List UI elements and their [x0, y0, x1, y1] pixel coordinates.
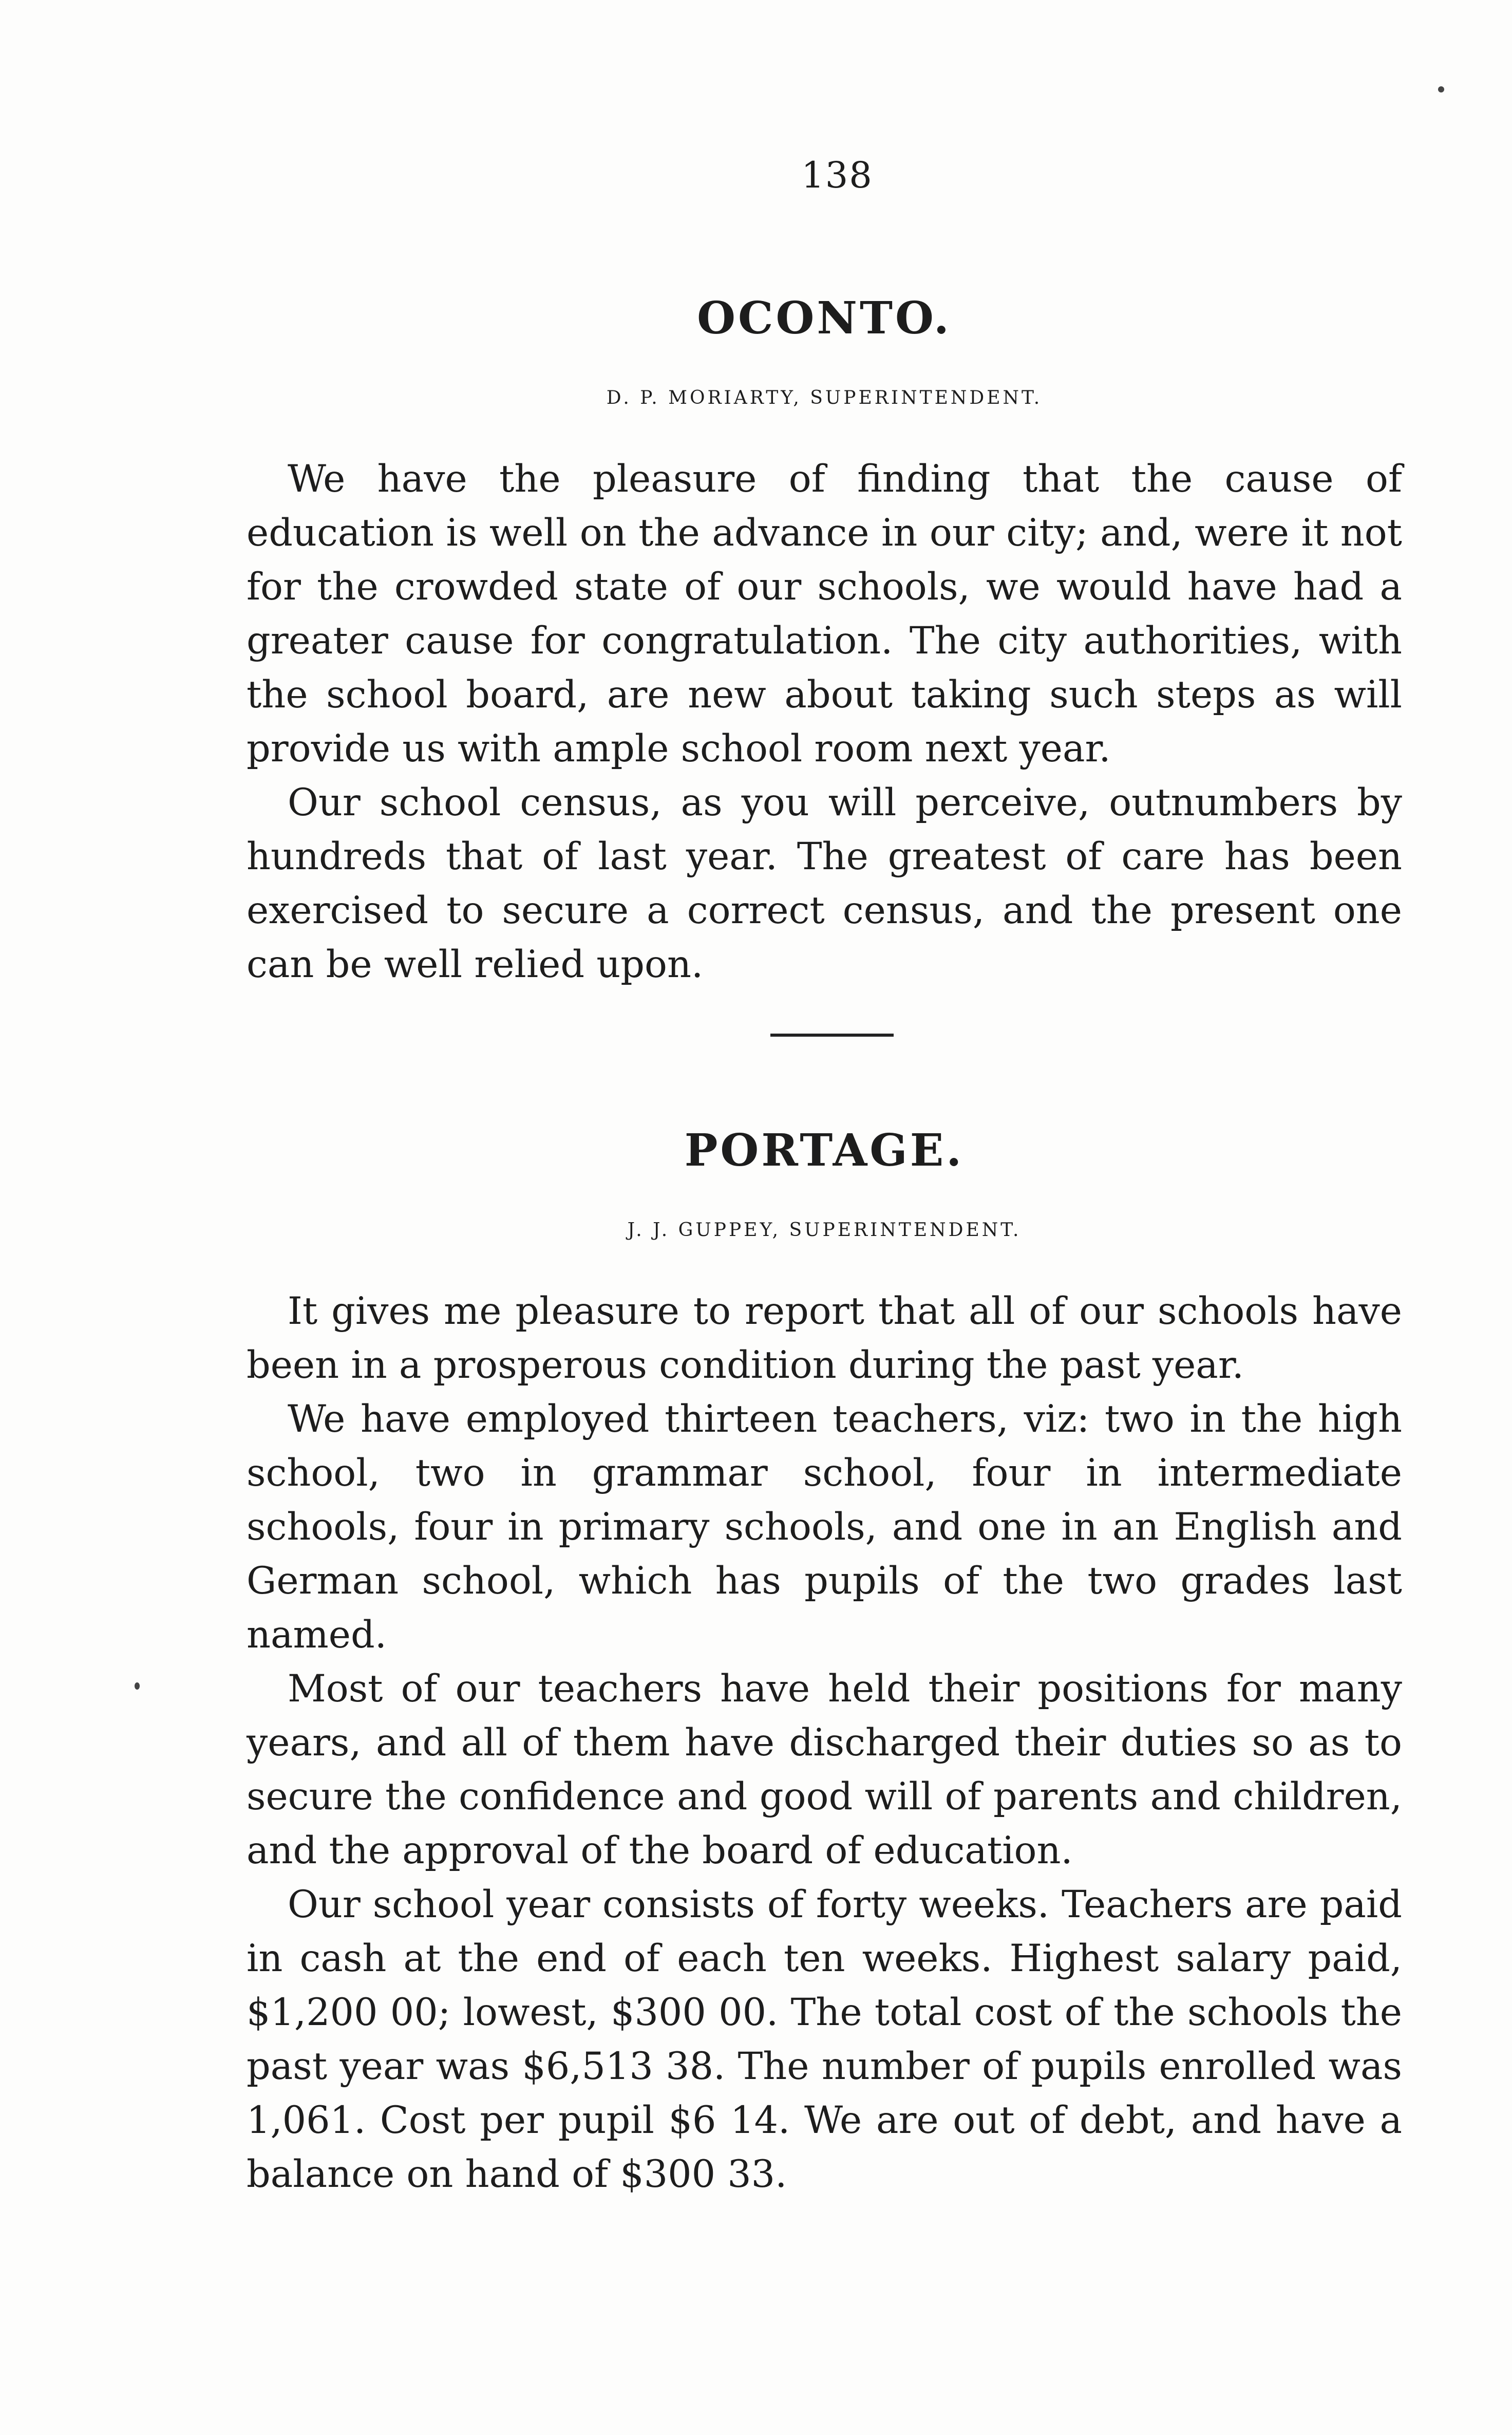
- paragraph-oconto-1: We have the pleasure of finding that the cause of education is well on the advance in our city; and, were it not for the crowded state of our schools, we would have had a greater cause for congratulation. The city authorities, with the school board, are new about taking such steps as will provide us with ample school room next year.: [247, 457, 1402, 771]
- paragraph-oconto-2: Our school census, as you will perceive, outnumbers by hundreds that of last year. The greatest of care has been exercised to secure a correct census, and the present one can be well relied upon.: [247, 781, 1402, 986]
- paragraph-portage-2: We have employed thirteen teachers, viz: two in the high school, two in grammar school, four in intermediate schools, four in primary schools, and one in an English and German school, which has pupils of the two grades last named.: [247, 1397, 1402, 1657]
- section-title-portage: PORTAGE.: [684, 1125, 965, 1176]
- page-number: 138: [801, 154, 873, 196]
- scan-speck: [135, 1682, 140, 1690]
- section-portage: [247, 1120, 1402, 2201]
- scan-speck: [1438, 86, 1444, 92]
- paragraph-portage-1: It gives me pleasure to report that all of our schools have been in a prosperous condition during the past year.: [247, 1289, 1402, 1387]
- paragraph-portage-4: Our school year consists of forty weeks. Teachers are paid in cash at the end of each ten weeks. Highest salary paid, $1,200 00; lowest, $300 00. The total cost of the schools the past year was $6,513 38. The number of pupils enrolled was 1,061. Cost per pupil $6 14. We are out of debt, and have a balance on hand of $300 33.: [247, 1883, 1402, 2196]
- paragraph-portage-3: Most of our teachers have held their positions for many years, and all of them have discharged their duties so as to secure the confidence and good will of parents and children, and the approval of the board of education.: [247, 1667, 1402, 1872]
- section-oconto: [247, 288, 1402, 991]
- byline-portage: J. J. GUPPEY, SUPERINTENDENT.: [627, 1220, 1022, 1241]
- section-title-oconto: OCONTO.: [697, 292, 952, 344]
- section-divider: [770, 1034, 894, 1037]
- byline-oconto: D. P. MORIARTY, SUPERINTENDENT.: [606, 387, 1043, 408]
